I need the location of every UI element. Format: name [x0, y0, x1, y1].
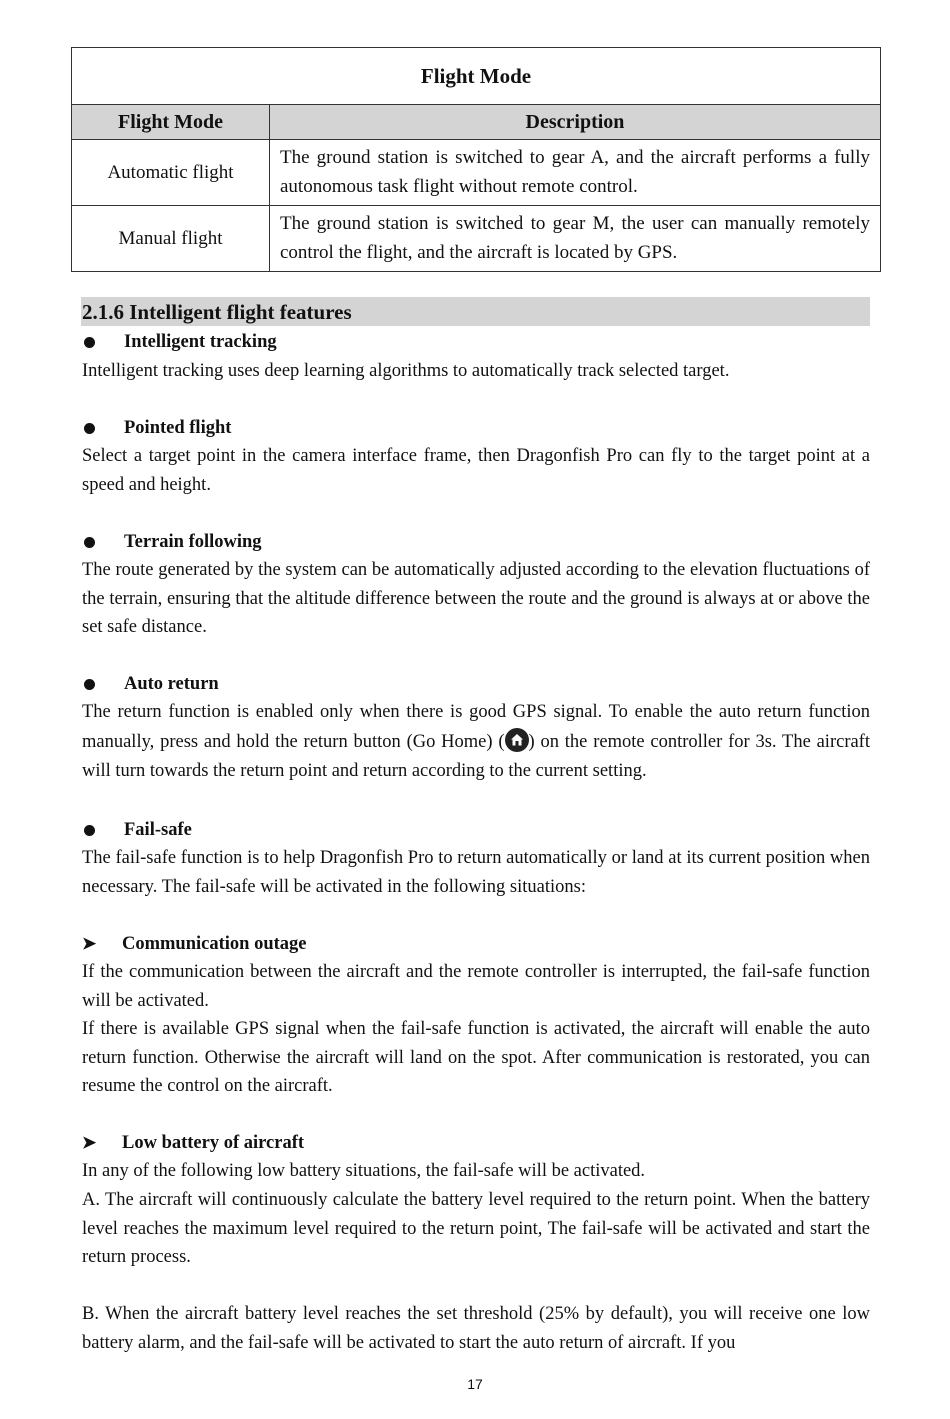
bullet-icon	[84, 679, 95, 690]
paragraph-failsafe: The fail-safe function is to help Dragonfish Pro to return automatically or land at its current position when necessary. The fail-safe will be activated in the following situations:	[82, 848, 870, 897]
paragraph-outage-1: If the communication between the aircraft and the remote controller is interrupted, the fail-safe function will be activated.	[82, 962, 870, 1011]
bullet-title: Pointed flight	[124, 418, 232, 438]
bullet-heading-terrain	[82, 528, 262, 556]
subheading-title: Low battery of aircraft	[122, 1133, 305, 1153]
bullet-title: Intelligent tracking	[124, 332, 277, 352]
paragraph-low-battery-a: A. The aircraft will continuously calculate the battery level required to the return point. When the battery level reaches the maximum level required to the return point, The fail-safe will be activated and start the return process.	[82, 1190, 870, 1268]
paragraph-low-battery-intro: In any of the following low battery situations, the fail-safe will be activated.	[82, 1161, 646, 1181]
table-row	[72, 140, 881, 206]
description-cell: The ground station is switched to gear M, the user can manually remotely control the flight, and the aircraft is located by GPS.	[270, 206, 881, 272]
arrow-bullet-icon: ➤	[82, 1133, 97, 1152]
paragraph-tracking: Intelligent tracking uses deep learning algorithms to automatically track selected target.	[82, 361, 730, 381]
bullet-title: Auto return	[124, 674, 219, 694]
bullet-icon	[84, 537, 95, 548]
arrow-bullet-icon: ➤	[82, 934, 97, 953]
paragraph-pointed: Select a target point in the camera interface frame, then Dragonfish Pro can fly to the target point at a speed and height.	[82, 446, 870, 495]
subheading-low-battery	[82, 1129, 304, 1157]
text-segment: The return function is enabled only when there is good GPS signal. To enable the auto return function manually, press and hold the return button (Go Home) (	[82, 702, 870, 752]
mode-cell: Manual flight	[72, 206, 270, 272]
bullet-heading-auto-return	[82, 670, 219, 698]
bullet-icon	[84, 825, 95, 836]
page-number: 17	[467, 1376, 483, 1392]
subheading-title: Communication outage	[122, 934, 307, 954]
paragraph-auto-return	[82, 698, 870, 787]
bullet-icon	[84, 423, 95, 434]
flight-mode-table	[71, 47, 881, 272]
home-icon	[505, 728, 529, 752]
bullet-heading-pointed	[82, 414, 231, 442]
table-row	[72, 206, 881, 272]
column-header-mode: Flight Mode	[72, 105, 270, 140]
text-segment: ) on the remote controller for 3s. The aircraft will turn towards the return point and return according to the current setting.	[82, 731, 870, 781]
section-heading: 2.1.6 Intelligent flight features	[81, 297, 870, 326]
bullet-heading-tracking	[82, 328, 277, 356]
description-cell: The ground station is switched to gear A, and the aircraft performs a fully autonomous task flight without remote control.	[270, 140, 881, 206]
bullet-icon	[84, 337, 95, 348]
bullet-title: Fail-safe	[124, 820, 192, 840]
column-header-description: Description	[270, 105, 881, 140]
paragraph-outage-2: If there is available GPS signal when the fail-safe function is activated, the aircraft will enable the auto return function. Otherwise the aircraft will land on the spot. After communication is restorated, you can resume the control on the aircraft.	[82, 1019, 870, 1097]
bullet-title: Terrain following	[124, 532, 262, 552]
paragraph-low-battery-b: B. When the aircraft battery level reaches the set threshold (25% by default), you will receive one low battery alarm, and the fail-safe will be activated to start the auto return of aircraft. If you	[82, 1304, 870, 1353]
table-caption: Flight Mode	[72, 48, 881, 105]
subheading-outage	[82, 930, 307, 958]
mode-cell: Automatic flight	[72, 140, 270, 206]
bullet-heading-failsafe	[82, 816, 192, 844]
paragraph-terrain: The route generated by the system can be automatically adjusted according to the elevation fluctuations of the terrain, ensuring that the altitude difference between the route and the ground is always at or above the set safe distance.	[82, 560, 870, 638]
